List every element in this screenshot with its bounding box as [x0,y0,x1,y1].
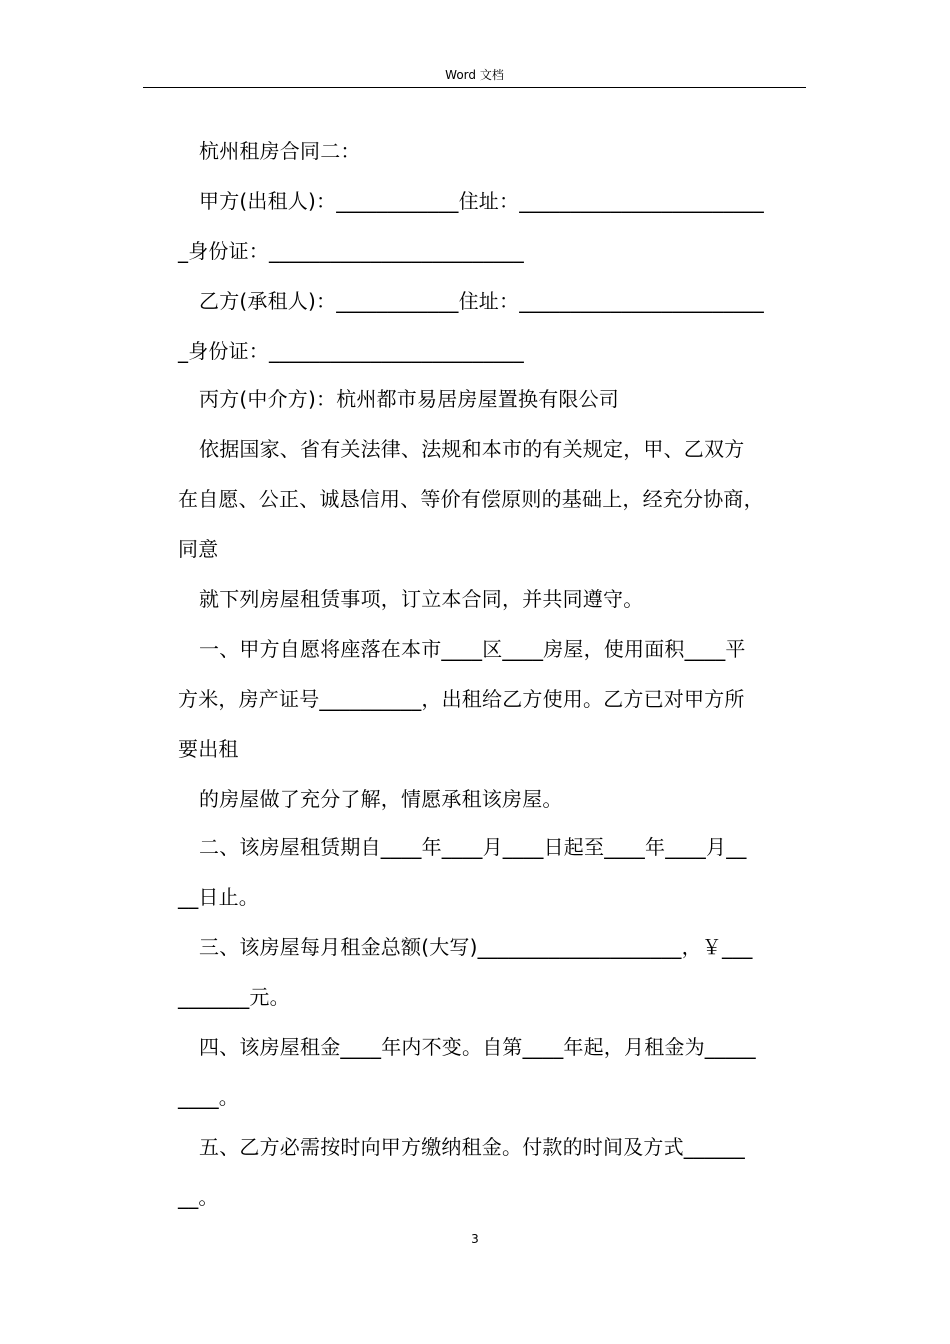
party-a-line: 甲方(出租人)：____________住址：________________________ [199,189,765,213]
preamble-line-2: 在自愿、公正、诚恳信用、等价有偿原则的基础上，经充分协商， [178,487,764,511]
preamble-line-1: 依据国家、省有关法律、法规和本市的有关规定，甲、乙双方 [199,437,745,461]
preamble-line-4: 就下列房屋租赁事项，订立本合同，并共同遵守。 [199,587,644,611]
clause-4-line-1: 四、该房屋租金____年内不变。自第____年起，月租金为_____ [199,1035,756,1059]
party-b-id-line: _身份证：_________________________ [178,339,524,363]
party-b-line: 乙方(承租人)：____________住址：________________________ [199,289,765,313]
party-c-line: 丙方(中介方)：杭州都市易居房屋置换有限公司 [199,387,620,411]
clause-5-line-1: 五、乙方必需按时向甲方缴纳租金。付款的时间及方式______ [199,1135,745,1159]
preamble-line-3: 同意 [178,537,219,561]
page-number: 3 [471,1232,479,1246]
page-header: Word 文档 [445,68,504,82]
clause-1-line-2: 方米，房产证号__________，出租给乙方使用。乙方已对甲方所 [178,687,745,711]
clause-3-line-2: _______元。 [178,985,290,1009]
clause-3-line-1: 三、该房屋每月租金总额(大写)____________________，￥___ [199,935,753,959]
clause-4-line-2: ____。 [178,1085,239,1109]
clause-2-line-2: __日止。 [178,885,259,909]
clause-2-line-1: 二、该房屋租赁期自____年____月____日起至____年____月__ [199,835,747,859]
header-divider [143,87,806,88]
clause-5-line-2: __。 [178,1185,219,1209]
clause-1-line-1: 一、甲方自愿将座落在本市____区____房屋，使用面积____平 [199,637,746,661]
clause-1-line-4: 的房屋做了充分了解，情愿承租该房屋。 [199,787,563,811]
party-a-id-line: _身份证：_________________________ [178,239,524,263]
clause-1-line-3: 要出租 [178,737,239,761]
contract-title: 杭州租房合同二： [199,139,361,163]
